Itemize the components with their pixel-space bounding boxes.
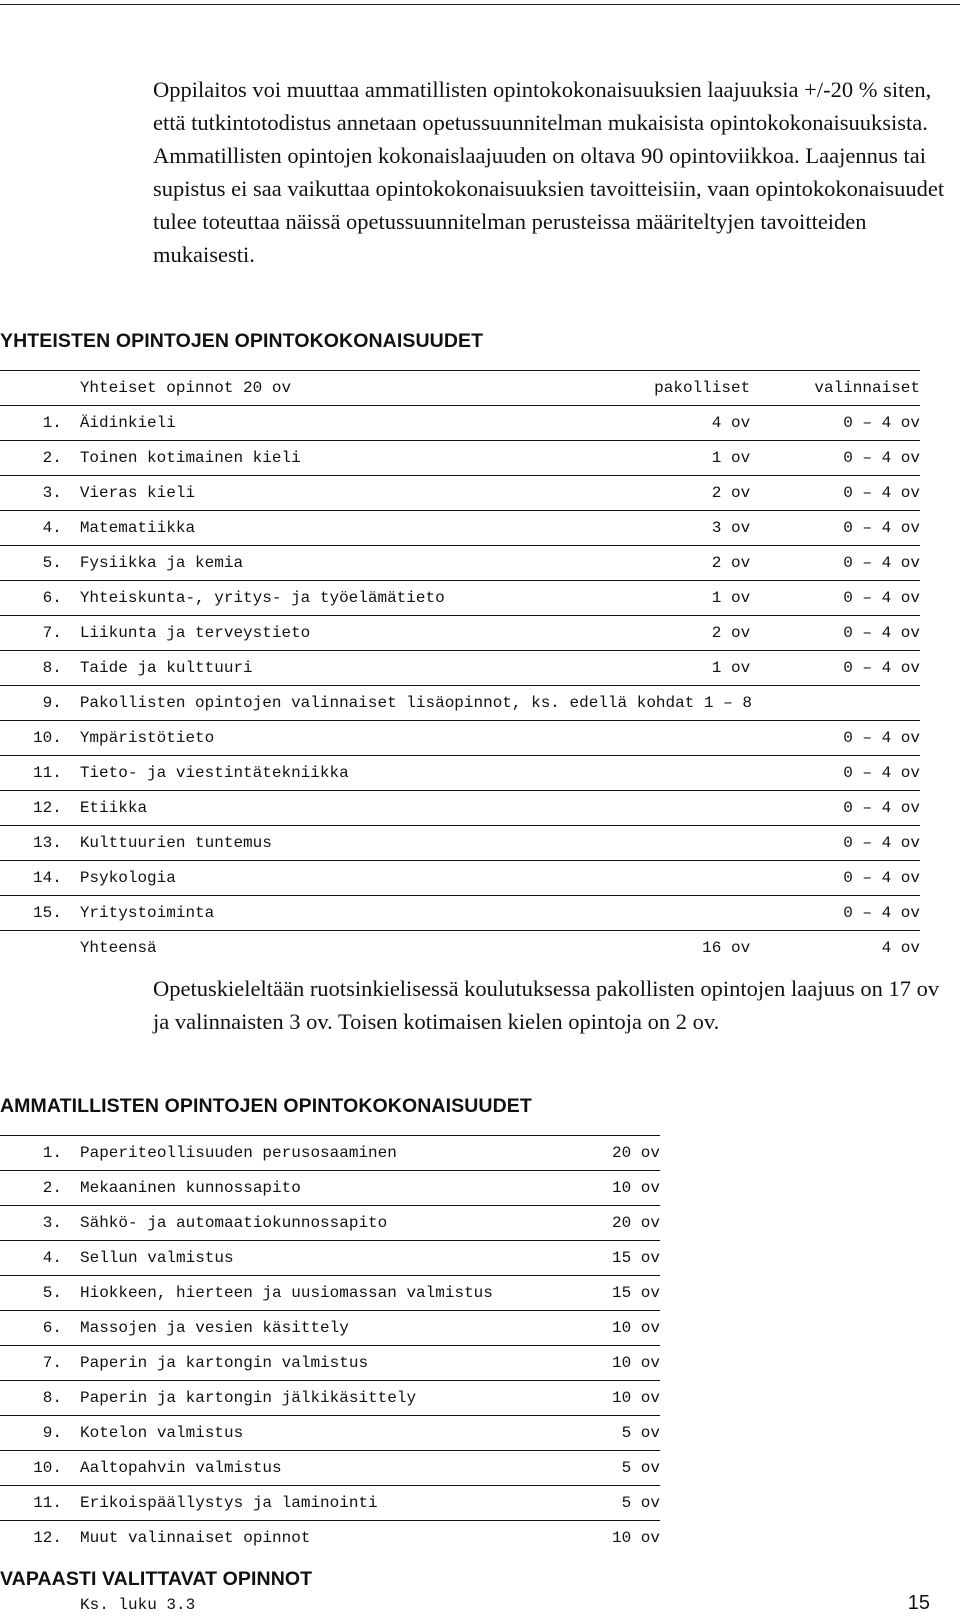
vocational-studies-heading: AMMATILLISTEN OPINTOJEN OPINTOKOKONAISUUDET: [0, 1095, 532, 1117]
row-optional: 0 – 4 ov: [750, 476, 920, 511]
row-subject: Etiikka: [80, 791, 654, 826]
row-subject: Kotelon valmistus: [80, 1416, 565, 1451]
row-subject: Paperin ja kartongin jälkikäsittely: [80, 1381, 565, 1416]
row-optional: 0 – 4 ov: [750, 721, 920, 756]
row-optional: 0 – 4 ov: [750, 896, 920, 931]
total-row: [0, 931, 920, 966]
header-mandatory: pakolliset: [654, 371, 750, 406]
table-row: [0, 406, 920, 441]
row-number: 8.: [0, 651, 80, 686]
table-row: [0, 1136, 660, 1171]
row-mandatory: 3 ov: [654, 511, 750, 546]
table-row: [0, 1486, 660, 1521]
total-num-cell: [0, 931, 80, 966]
row-subject: Äidinkieli: [80, 406, 654, 441]
row-number: 4.: [0, 1241, 80, 1276]
row-subject: Psykologia: [80, 861, 654, 896]
row-mandatory: [654, 896, 750, 931]
row-optional: 0 – 4 ov: [750, 651, 920, 686]
table-row: [0, 581, 920, 616]
table-row: [0, 896, 920, 931]
common-studies-heading: YHTEISTEN OPINTOJEN OPINTOKOKONAISUUDET: [0, 330, 484, 352]
table-row: [0, 861, 920, 896]
row-optional: 0 – 4 ov: [750, 756, 920, 791]
row-number: 12.: [0, 791, 80, 826]
row-optional: 0 – 4 ov: [750, 441, 920, 476]
row-subject: Tieto- ja viestintätekniikka: [80, 756, 654, 791]
top-rule: [0, 4, 960, 5]
table-row: [0, 1451, 660, 1486]
row-subject: Liikunta ja terveystieto: [80, 616, 654, 651]
table-row: [0, 616, 920, 651]
table-row: [0, 441, 920, 476]
row-ov: 15 ov: [565, 1276, 660, 1311]
common-studies-table: [0, 370, 920, 965]
row-number: 11.: [0, 1486, 80, 1521]
row-number: 2.: [0, 441, 80, 476]
row-ov: 20 ov: [565, 1206, 660, 1241]
row-mandatory: [654, 791, 750, 826]
num-cell: [0, 371, 80, 406]
table-row: [0, 546, 920, 581]
row-subject: Hiokkeen, hierteen ja uusiomassan valmistus: [80, 1276, 565, 1311]
row-mandatory: 1 ov: [654, 581, 750, 616]
row-ov: 10 ov: [565, 1521, 660, 1556]
row-ov: 10 ov: [565, 1346, 660, 1381]
row-number: 11.: [0, 756, 80, 791]
row-subject: Vieras kieli: [80, 476, 654, 511]
row-mandatory: 4 ov: [654, 406, 750, 441]
row-subject: Yhteiskunta-, yritys- ja työelämätieto: [80, 581, 654, 616]
total-optional: 4 ov: [750, 931, 920, 966]
table-row: [0, 476, 920, 511]
row-number: 5.: [0, 546, 80, 581]
row-ov: 10 ov: [565, 1311, 660, 1346]
table-row: [0, 791, 920, 826]
row-ov: 5 ov: [565, 1451, 660, 1486]
row-number: 7.: [0, 1346, 80, 1381]
row-number: 9.: [0, 686, 80, 721]
row-number: 1.: [0, 1136, 80, 1171]
row-subject: Matematiikka: [80, 511, 654, 546]
row-optional: 0 – 4 ov: [750, 826, 920, 861]
row-number: 9.: [0, 1416, 80, 1451]
table-row: [0, 756, 920, 791]
table-header-row: [0, 371, 920, 406]
row-number: 4.: [0, 511, 80, 546]
row-mandatory: 2 ov: [654, 476, 750, 511]
row-subject: Sellun valmistus: [80, 1241, 565, 1276]
row-ov: 5 ov: [565, 1486, 660, 1521]
intro-paragraph: Oppilaitos voi muuttaa ammatillisten opintokokonaisuuksien laajuuksia +/-20 % siten, että tutkintotodistus annetaan opetussuunnitelman mukaisista opintokokonaisuuksista. Ammatillisten opintojen kokonaislaajuuden on oltava 90 opintoviikkoa. Laajennus tai supistus ei saa vaikuttaa opintokokonaisuuksien tavoitteisiin, vaan opintokokonaisuudet tulee toteuttaa näissä opetussuunnitelman perusteissa määriteltyjen tavoitteiden mukaisesti.: [153, 77, 945, 267]
table-row: [0, 1346, 660, 1381]
row-number: 10.: [0, 721, 80, 756]
row-number: 3.: [0, 1206, 80, 1241]
row-mandatory: [654, 721, 750, 756]
row-number: 10.: [0, 1451, 80, 1486]
table-row: [0, 1416, 660, 1451]
row-mandatory: 2 ov: [654, 546, 750, 581]
table-row: [0, 1241, 660, 1276]
row-ov: 10 ov: [565, 1381, 660, 1416]
row-ov: 5 ov: [565, 1416, 660, 1451]
table-row: [0, 1521, 660, 1556]
row-subject: Yritystoiminta: [80, 896, 654, 931]
swedish-note: Opetuskieleltään ruotsinkielisessä koulutuksessa pakollisten opintojen laajuus on 17 ov ja valinnaisten 3 ov. Toisen kotimaisen kielen opintoja on 2 ov.: [153, 976, 940, 1034]
row-mandatory: [654, 861, 750, 896]
row-mandatory: 2 ov: [654, 616, 750, 651]
table-row: [0, 651, 920, 686]
table-row: [0, 1311, 660, 1346]
row-subject: Paperiteollisuuden perusosaaminen: [80, 1136, 565, 1171]
free-studies-reference: Ks. luku 3.3: [80, 1596, 196, 1614]
row-optional: 0 – 4 ov: [750, 546, 920, 581]
row-optional: 0 – 4 ov: [750, 791, 920, 826]
row-subject: Erikoispäällystys ja laminointi: [80, 1486, 565, 1521]
row-number: 12.: [0, 1521, 80, 1556]
table-row: [0, 686, 920, 721]
row-number: 1.: [0, 406, 80, 441]
row-number: 14.: [0, 861, 80, 896]
row-number: 5.: [0, 1276, 80, 1311]
row-mandatory: 1 ov: [654, 441, 750, 476]
row-subject: Toinen kotimainen kieli: [80, 441, 654, 476]
row-optional: 0 – 4 ov: [750, 406, 920, 441]
table-row: [0, 1276, 660, 1311]
page-number: 15: [907, 1592, 930, 1614]
row-optional: 0 – 4 ov: [750, 581, 920, 616]
vocational-studies-table: [0, 1135, 660, 1555]
table-row: [0, 721, 920, 756]
total-label: Yhteensä: [80, 931, 654, 966]
row-subject: Taide ja kulttuuri: [80, 651, 654, 686]
row-subject: Ympäristötieto: [80, 721, 654, 756]
row-number: 8.: [0, 1381, 80, 1416]
table-row: [0, 826, 920, 861]
row-mandatory: [654, 826, 750, 861]
table-row: [0, 1381, 660, 1416]
row-number: 3.: [0, 476, 80, 511]
row-subject: Mekaaninen kunnossapito: [80, 1171, 565, 1206]
row-subject: Sähkö- ja automaatiokunnossapito: [80, 1206, 565, 1241]
row-number: 15.: [0, 896, 80, 931]
row-number: 13.: [0, 826, 80, 861]
total-mandatory: 16 ov: [654, 931, 750, 966]
row-subject: Pakollisten opintojen valinnaiset lisäopinnot, ks. edellä kohdat 1 – 8: [80, 686, 920, 721]
row-optional: 0 – 4 ov: [750, 616, 920, 651]
row-subject: Massojen ja vesien käsittely: [80, 1311, 565, 1346]
row-ov: 10 ov: [565, 1171, 660, 1206]
row-subject: Fysiikka ja kemia: [80, 546, 654, 581]
row-mandatory: 1 ov: [654, 651, 750, 686]
header-subject: Yhteiset opinnot 20 ov: [80, 371, 654, 406]
row-subject: Aaltopahvin valmistus: [80, 1451, 565, 1486]
header-optional: valinnaiset: [750, 371, 920, 406]
row-ov: 15 ov: [565, 1241, 660, 1276]
row-subject: Kulttuurien tuntemus: [80, 826, 654, 861]
row-number: 6.: [0, 1311, 80, 1346]
row-subject: Paperin ja kartongin valmistus: [80, 1346, 565, 1381]
table-row: [0, 511, 920, 546]
row-number: 6.: [0, 581, 80, 616]
row-optional: 0 – 4 ov: [750, 511, 920, 546]
row-subject: Muut valinnaiset opinnot: [80, 1521, 565, 1556]
free-studies-heading: VAPAASTI VALITTAVAT OPINNOT: [0, 1568, 313, 1590]
table-row: [0, 1206, 660, 1241]
row-mandatory: [654, 756, 750, 791]
row-optional: 0 – 4 ov: [750, 861, 920, 896]
row-ov: 20 ov: [565, 1136, 660, 1171]
table-row: [0, 1171, 660, 1206]
row-number: 2.: [0, 1171, 80, 1206]
row-number: 7.: [0, 616, 80, 651]
